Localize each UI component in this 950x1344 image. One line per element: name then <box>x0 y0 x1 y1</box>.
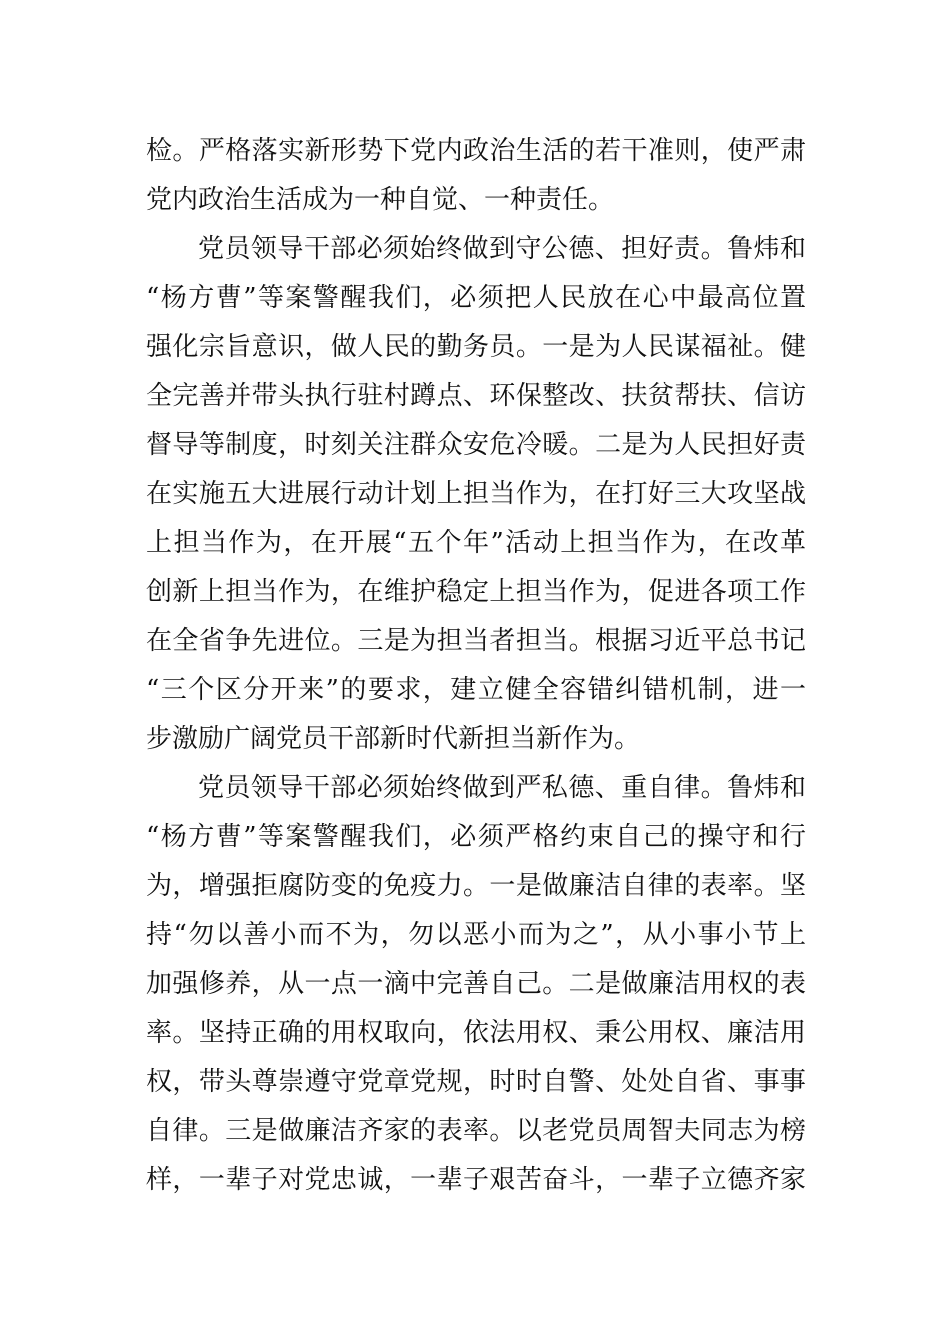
text-line: 样，一辈子对党忠诚，一辈子艰苦奋斗，一辈子立德齐家 <box>146 1165 806 1195</box>
text-line: 在全省争先进位。三是为担当者担当。根据习近平总书记 <box>146 626 806 656</box>
text-line: 创新上担当作为，在维护稳定上担当作为，促进各项工作 <box>146 577 806 607</box>
text-line: 检。严格落实新形势下党内政治生活的若干准则，使严肃 <box>146 136 806 166</box>
text-line: 自律。三是做廉洁齐家的表率。以老党员周智夫同志为榜 <box>146 1116 806 1146</box>
text-line: “杨方曹”等案警醒我们，必须严格约束自己的操守和行 <box>146 822 806 852</box>
text-line: 督导等制度，时刻关注群众安危冷暖。二是为人民担好责 <box>146 430 806 460</box>
text-line: “三个区分开来”的要求，建立健全容错纠错机制，进一 <box>146 675 806 705</box>
text-line: “杨方曹”等案警醒我们，必须把人民放在心中最高位置 <box>146 283 806 313</box>
text-line: 全完善并带头执行驻村蹲点、环保整改、扶贫帮扶、信访 <box>146 381 806 411</box>
text-line: 为，增强拒腐防变的免疫力。一是做廉洁自律的表率。坚 <box>146 871 806 901</box>
text-line: 权，带头尊崇遵守党章党规，时时自警、处处自省、事事 <box>146 1067 806 1097</box>
text-line: 在实施五大进展行动计划上担当作为，在打好三大攻坚战 <box>146 479 806 509</box>
text-line: 强化宗旨意识，做人民的勤务员。一是为人民谋福祉。健 <box>146 332 806 362</box>
text-line: 步激励广阔党员干部新时代新担当新作为。 <box>146 724 641 754</box>
text-line: 持“勿以善小而不为，勿以恶小而为之”，从小事小节上 <box>146 920 806 950</box>
text-line: 加强修养，从一点一滴中完善自己。二是做廉洁用权的表 <box>146 969 806 999</box>
text-line: 党内政治生活成为一种自觉、一种责任。 <box>146 185 615 215</box>
text-line: 上担当作为，在开展“五个年”活动上担当作为，在改革 <box>146 528 806 558</box>
paragraph-first-line: 党员领导干部必须始终做到守公德、担好责。鲁炜和 <box>198 234 806 264</box>
paragraph-first-line: 党员领导干部必须始终做到严私德、重自律。鲁炜和 <box>198 773 806 803</box>
text-line: 率。坚持正确的用权取向，依法用权、秉公用权、廉洁用 <box>146 1018 806 1048</box>
